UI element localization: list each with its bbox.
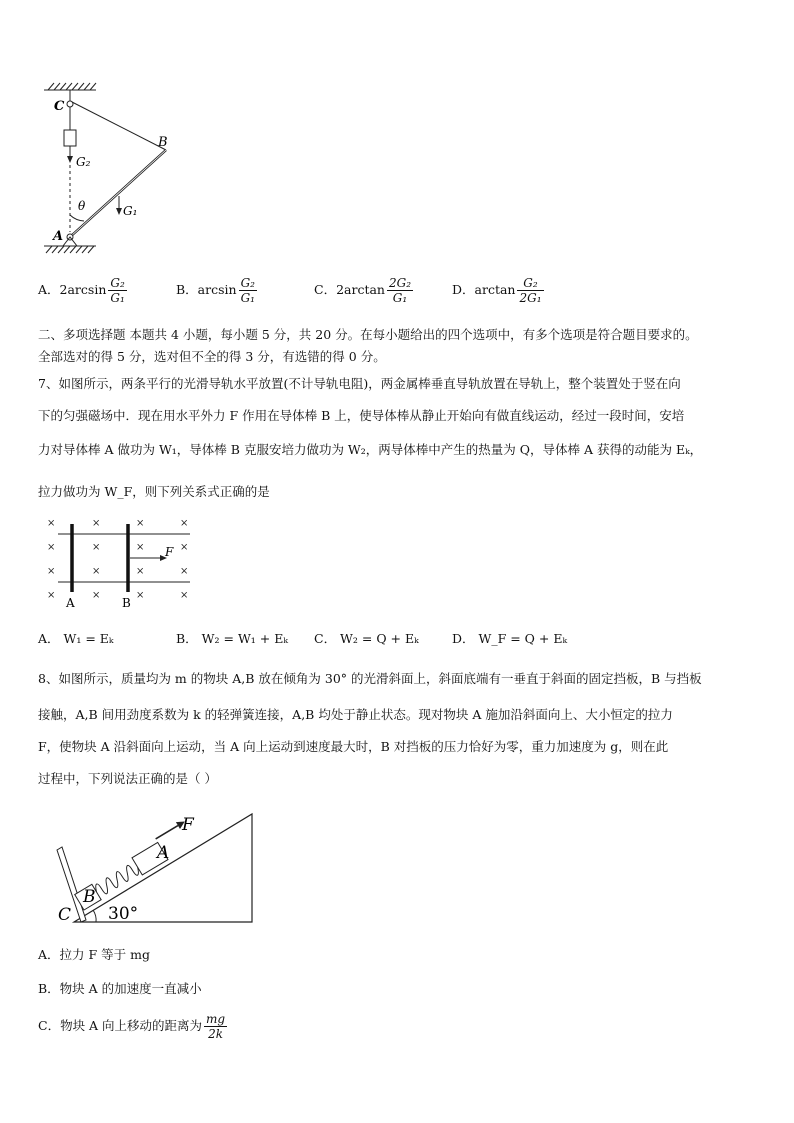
- svg-text:×: ×: [92, 542, 101, 553]
- q6-option-b: B．arcsin $\frac{\text{G₂}}{\text{G₁}}$: [176, 276, 255, 305]
- svg-text:×: ×: [180, 590, 189, 601]
- q7-option-d: D． W_F = Q + Eₖ: [452, 631, 568, 646]
- svg-text:×: ×: [136, 566, 145, 577]
- ceiling-hatch: [44, 83, 96, 90]
- label-g1: G₁: [123, 204, 138, 218]
- section2-line1: 二、多项选择题 本题共 4 小题，每小题 5 分，共 20 分。在每小题给出的四个选项中，有多个选项是符合题目要求的。: [38, 327, 698, 342]
- q6-option-a: A．2arcsin $\frac{\text{G₂}}{\text{G₁}}$: [38, 276, 125, 305]
- svg-text:×: ×: [136, 590, 145, 601]
- q7-option-b: B． W₂ = W₁ + Eₖ: [176, 631, 288, 646]
- svg-text:×: ×: [180, 542, 189, 553]
- label-b: B: [158, 135, 168, 150]
- q8-option-b: B．物块 A 的加速度一直减小: [38, 981, 202, 996]
- svg-text:×: ×: [136, 542, 145, 553]
- spring: [93, 861, 141, 897]
- svg-text:×: ×: [47, 518, 56, 529]
- label-b: B: [122, 596, 131, 610]
- q8-line2: 接触，A,B 间用劲度系数为 k 的轻弹簧连接，A,B 均处于静止状态。现对物块 A 施加沿斜面向上、大小恒定的拉力: [38, 707, 673, 722]
- q8-line4: 过程中，下列说法正确的是（ ）: [38, 771, 217, 786]
- svg-text:×: ×: [92, 518, 101, 529]
- figure-incline: [52, 810, 262, 928]
- svg-text:×: ×: [180, 518, 189, 529]
- q8-option-c: C．物块 A 向上移动的距离为 $\frac{mg}{2k}$: [38, 1012, 226, 1041]
- label-a: A: [157, 843, 170, 863]
- q6-option-c: C．2arctan $\frac{\text{2G₂}}{\text{G₁}}$: [314, 276, 412, 305]
- svg-text:×: ×: [47, 542, 56, 553]
- figure-rails: [40, 510, 200, 612]
- incline: [74, 814, 252, 922]
- q7-line1: 7、如图所示，两条平行的光滑导轨水平放置(不计导轨电阻)，两金属棒垂直导轨放置在导轨上，整个装置处于竖在向: [38, 376, 681, 391]
- cross-marks: [47, 518, 188, 601]
- rope: [72, 102, 166, 150]
- q7-line2: 下的匀强磁场中．现在用水平外力 F 作用在导体棒 B 上，使导体棒从静止开始向有做直线运动，经过一段时间，安培: [38, 408, 685, 423]
- label-c: C: [54, 99, 65, 114]
- q7-line3: 力对导体棒 A 做功为 W₁，导体棒 B 克服安培力做功为 W₂，两导体棒中产生的热量为 Q，导体棒 A 获得的动能为 Eₖ，: [38, 442, 703, 457]
- force-arrow: [156, 826, 178, 839]
- label-c: C: [58, 905, 72, 925]
- label-b: B: [83, 887, 96, 907]
- label-a: A: [66, 596, 75, 610]
- section2-line2: 全部选对的得 5 分，选对但不全的得 3 分，有选错的得 0 分。: [38, 349, 386, 364]
- label-theta: θ: [78, 199, 86, 213]
- q8-option-a: A．拉力 F 等于 mg: [38, 947, 150, 962]
- label-g2: G₂: [76, 155, 91, 169]
- figure-rod-pendulum: [40, 80, 190, 270]
- svg-text:×: ×: [47, 566, 56, 577]
- q8-line1: 8、如图所示，质量均为 m 的物块 A,B 放在倾角为 30° 的光滑斜面上，斜面底端有一垂直于斜面的固定挡板，B 与挡板: [38, 671, 702, 686]
- label-a: A: [53, 229, 64, 244]
- svg-text:×: ×: [92, 566, 101, 577]
- q6-option-d: D．arctan $\frac{\text{G₂}}{\text{2G₁}}$: [452, 276, 542, 305]
- weight-g2: [64, 130, 76, 146]
- q8-line3: F，使物块 A 沿斜面向上运动，当 A 向上运动到速度最大时，B 对挡板的压力恰好为零，重力加速度为 g，则在此: [38, 739, 669, 754]
- svg-text:×: ×: [180, 566, 189, 577]
- svg-text:×: ×: [47, 590, 56, 601]
- label-f: F: [182, 815, 194, 835]
- q7-line4: 拉力做功为 W_F，则下列关系式正确的是: [38, 484, 270, 499]
- q7-option-a: A． W₁ = Eₖ: [38, 631, 114, 646]
- svg-text:×: ×: [136, 518, 145, 529]
- label-angle: 30°: [108, 904, 139, 924]
- svg-text:×: ×: [92, 590, 101, 601]
- label-f: F: [165, 545, 174, 559]
- q7-option-c: C． W₂ = Q + Eₖ: [314, 631, 419, 646]
- floor-hatch: [44, 246, 96, 253]
